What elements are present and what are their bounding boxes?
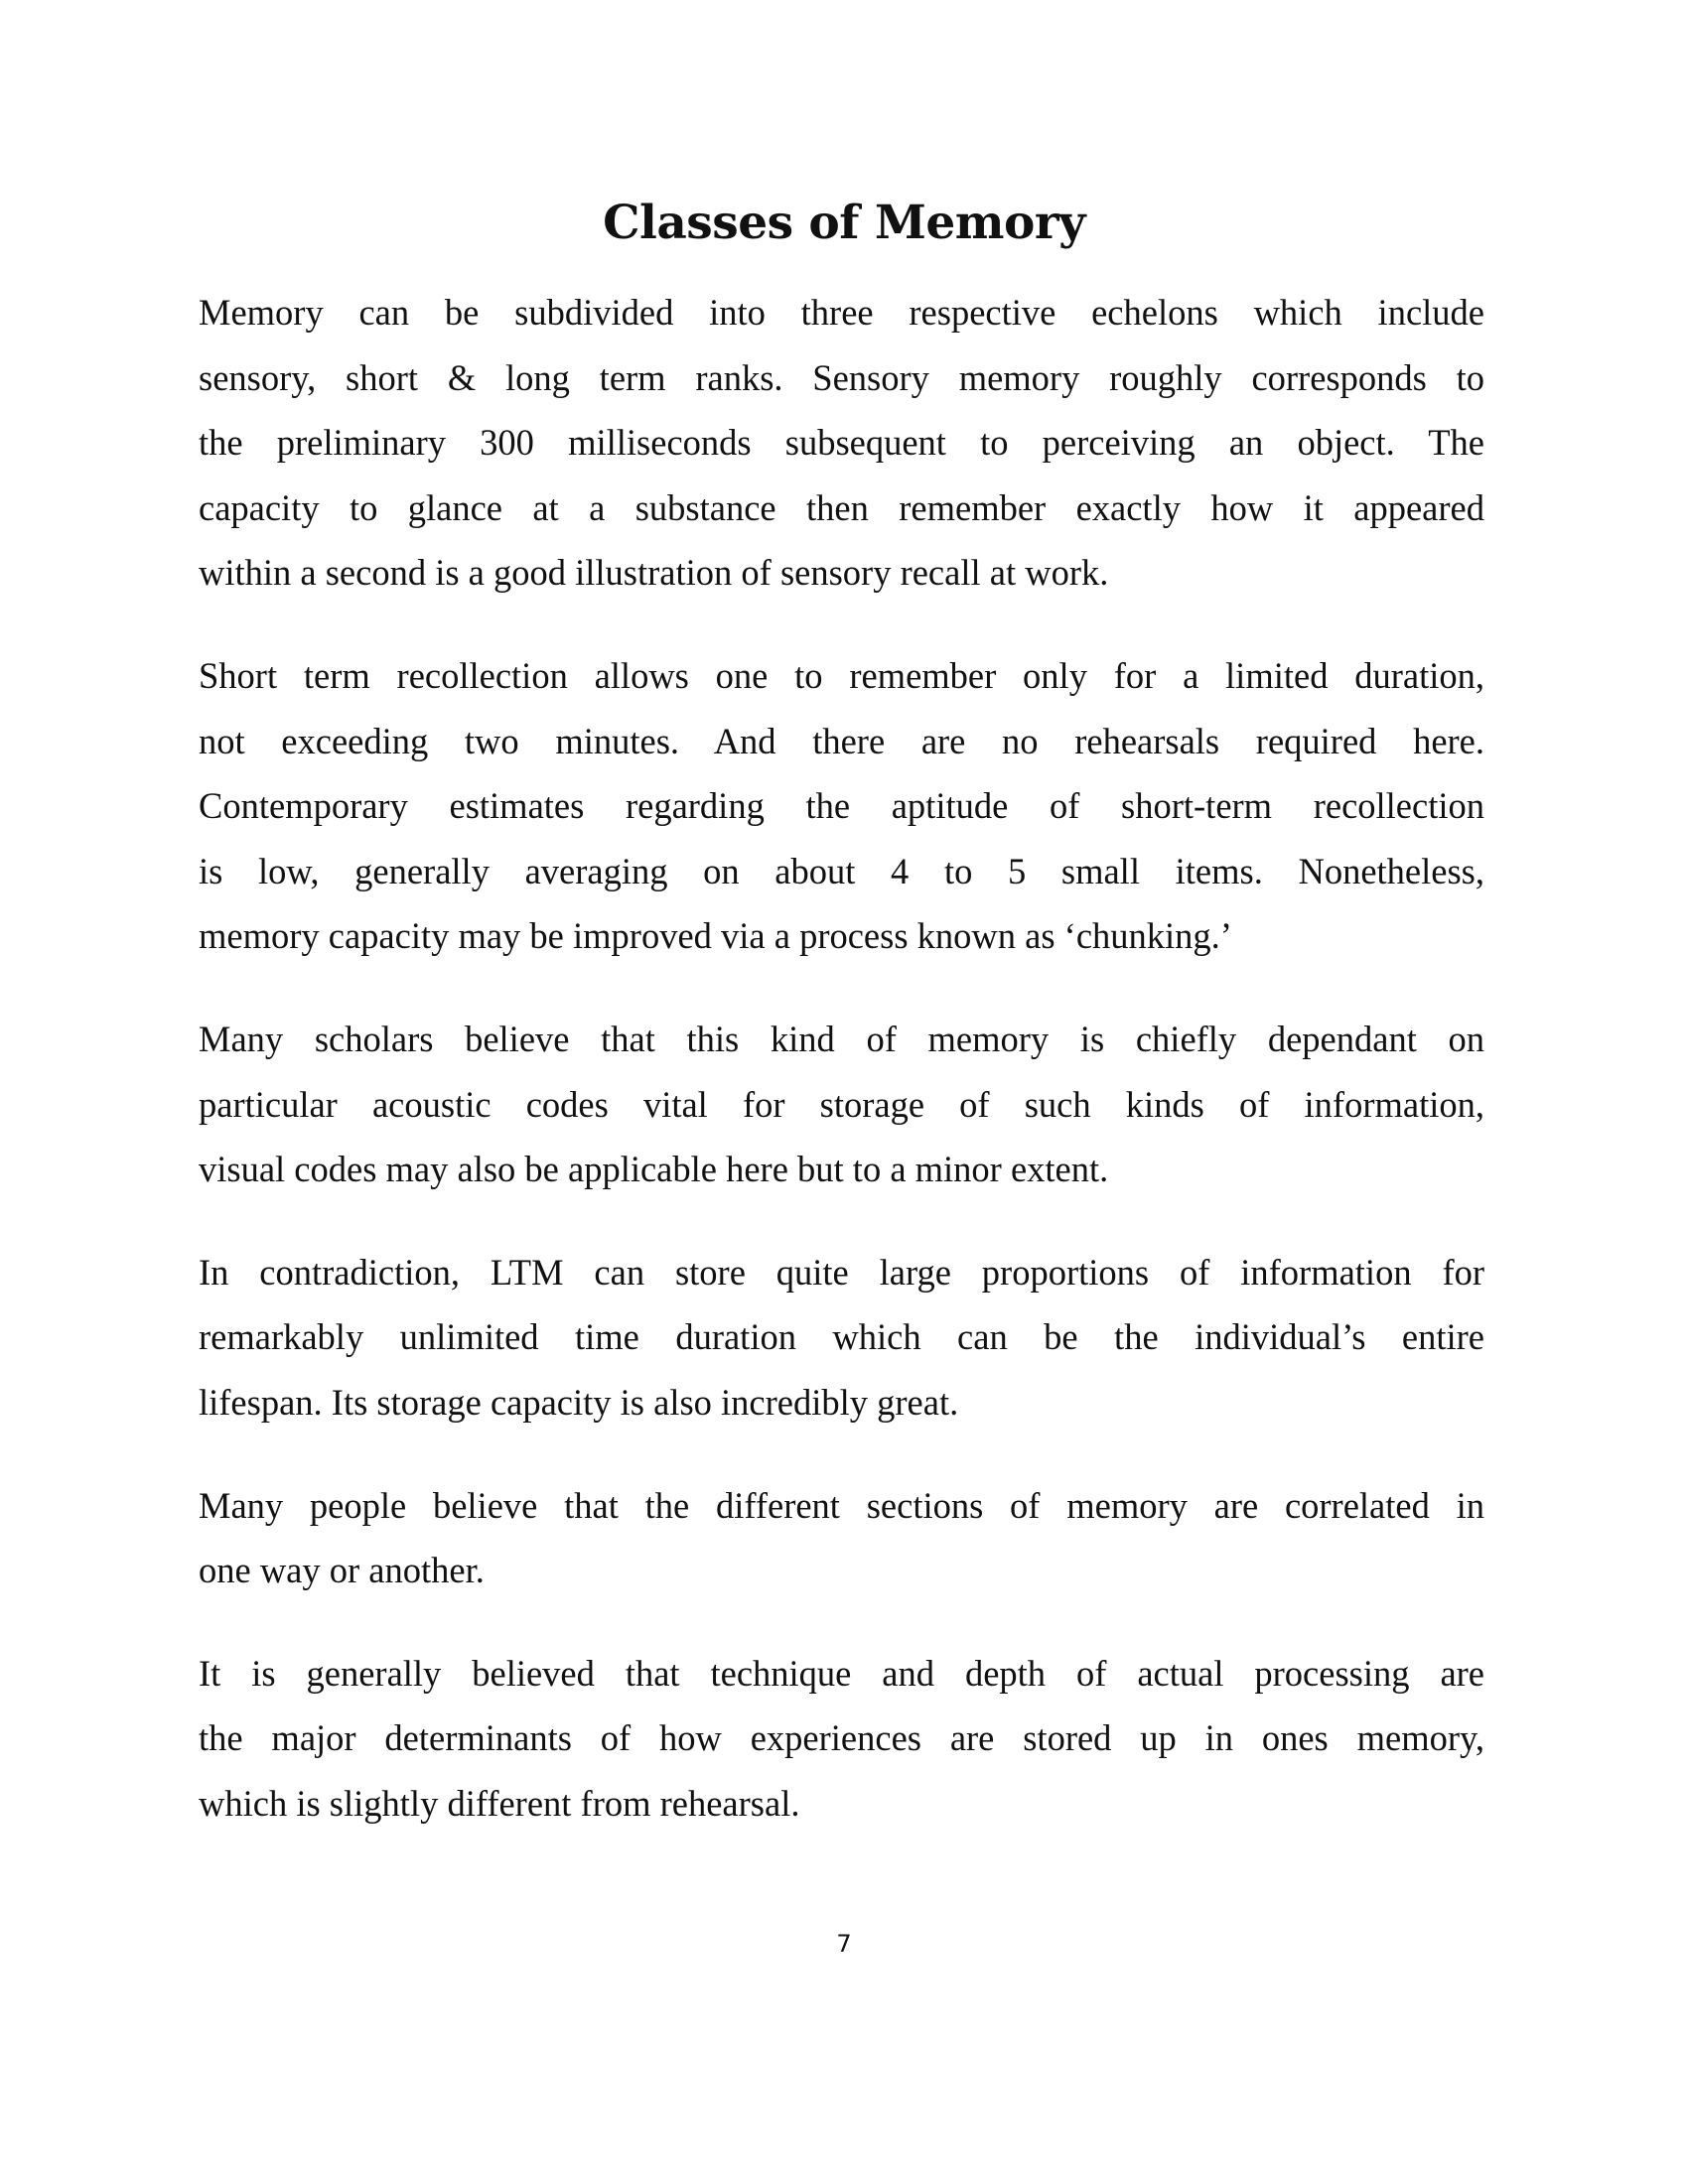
paragraph-processing-depth: [199, 1641, 1484, 1837]
page-title: Classes of Memory: [603, 196, 1085, 250]
paragraph-sensory-memory: [199, 280, 1484, 606]
text-line: In contradiction, LTM can store quite large proportions of information for: [199, 1251, 1484, 1293]
text-line: Memory can be subdivided into three respective echelons which include: [199, 292, 1484, 333]
text-line: capacity to glance at a substance then remember exactly how it appeared: [199, 486, 1484, 528]
text-line: the major determinants of how experiences are stored up in ones memory,: [199, 1717, 1484, 1759]
text-line: lifespan. Its storage capacity is also incredibly great.: [199, 1381, 959, 1423]
text-line: remarkably unlimited time duration which can be the individual’s entire: [199, 1316, 1484, 1358]
text-line: particular acoustic codes vital for storage of such kinds of information,: [199, 1083, 1484, 1125]
text-line: memory capacity may be improved via a process known as ‘chunking.’: [199, 915, 1232, 957]
paragraph-acoustic-codes: [199, 1007, 1484, 1202]
paragraph-short-term: [199, 643, 1484, 969]
text-line: It is generally believed that technique and depth of actual processing are: [199, 1652, 1484, 1694]
text-line: sensory, short & long term ranks. Sensory memory roughly corresponds to: [199, 356, 1484, 398]
text-line: Contemporary estimates regarding the aptitude of short-term recollection: [199, 785, 1484, 827]
paragraph-long-term: [199, 1240, 1484, 1435]
body-text: [199, 280, 1484, 1873]
paragraph-correlation: [199, 1473, 1484, 1603]
text-line: the preliminary 300 milliseconds subsequent to perceiving an object. The: [199, 422, 1484, 464]
text-line: within a second is a good illustration of sensory recall at work.: [199, 552, 1109, 594]
text-line: is low, generally averaging on about 4 to 5 small items. Nonetheless,: [199, 850, 1484, 891]
text-line: Many scholars believe that this kind of memory is chiefly dependant on: [199, 1018, 1484, 1059]
text-line: which is slightly different from rehearsal.: [199, 1782, 800, 1824]
text-line: Short term recollection allows one to remember only for a limited duration,: [199, 654, 1484, 696]
text-line: visual codes may also be applicable here but to a minor extent.: [199, 1149, 1109, 1190]
text-line: not exceeding two minutes. And there are no rehearsals required here.: [199, 720, 1484, 761]
text-line: Many people believe that the different sections of memory are correlated in: [199, 1484, 1484, 1526]
text-line: one way or another.: [199, 1550, 485, 1591]
page-number: 7: [836, 1930, 852, 1958]
